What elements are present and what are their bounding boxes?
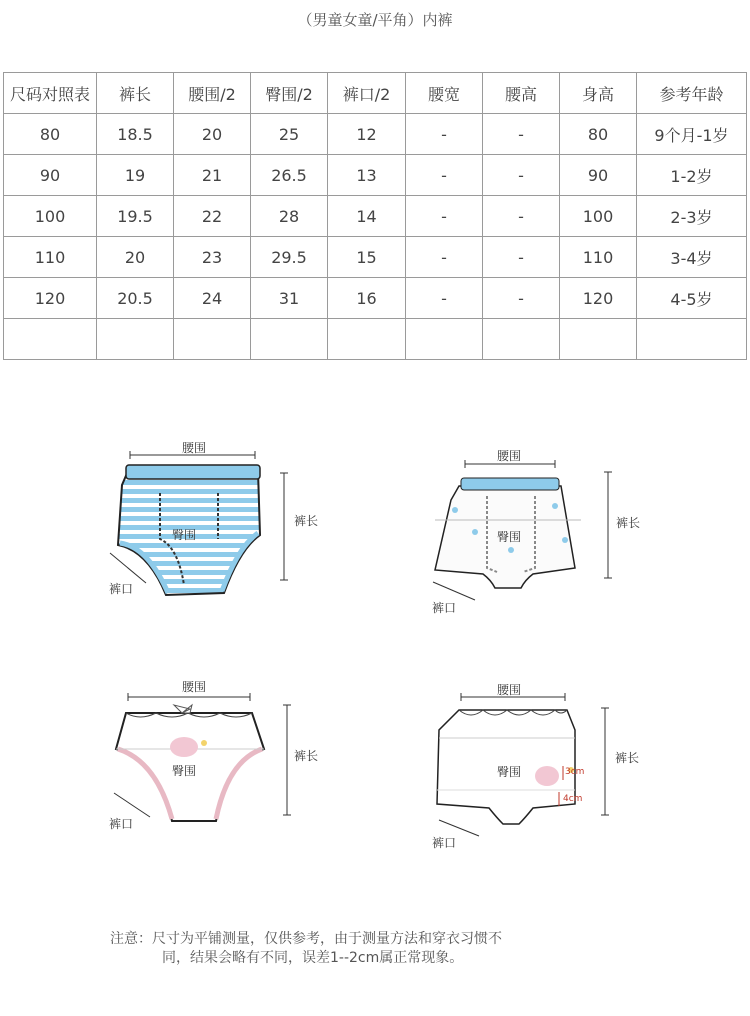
table-cell: - bbox=[406, 237, 483, 278]
table-cell: 15 bbox=[328, 237, 406, 278]
diagram-boys-boxer bbox=[425, 440, 665, 620]
diagram-label-leg: 裤口 bbox=[432, 836, 457, 850]
table-header: 参考年龄 bbox=[637, 73, 747, 114]
table-cell: 26.5 bbox=[251, 155, 328, 196]
table-cell: 24 bbox=[174, 278, 251, 319]
diagram-label-waist: 腰围 bbox=[497, 449, 522, 463]
table-cell: 20 bbox=[174, 114, 251, 155]
diagram-girls-briefs bbox=[100, 675, 340, 845]
girls-boxer-drawing bbox=[425, 680, 665, 860]
table-cell: 22 bbox=[174, 196, 251, 237]
diagram-boys-briefs bbox=[100, 435, 340, 605]
table-cell: 21 bbox=[174, 155, 251, 196]
table-cell: - bbox=[483, 114, 560, 155]
table-cell: - bbox=[406, 114, 483, 155]
page-title: （男童女童/平角）内裤 bbox=[297, 11, 453, 29]
table-cell: 110 bbox=[4, 237, 97, 278]
dimension-label-4cm: 4cm bbox=[563, 794, 583, 804]
table-cell: 2-3岁 bbox=[637, 196, 747, 237]
table-cell: 120 bbox=[4, 278, 97, 319]
table-cell bbox=[97, 319, 174, 360]
table-cell: 19.5 bbox=[97, 196, 174, 237]
note-line-2: 同，结果会略有不同，误差1--2cm属正常现象。 bbox=[162, 950, 464, 966]
table-cell bbox=[406, 319, 483, 360]
table-cell bbox=[637, 319, 747, 360]
table-cell: 25 bbox=[251, 114, 328, 155]
diagram-label-length: 裤长 bbox=[615, 751, 640, 765]
note-line-1: 注意：尺寸为平铺测量，仅供参考，由于测量方法和穿衣习惯不 bbox=[110, 931, 502, 947]
dimension-label-3cm: 3cm bbox=[565, 767, 585, 777]
table-cell: 100 bbox=[4, 196, 97, 237]
table-cell: - bbox=[406, 278, 483, 319]
diagram-label-waist: 腰围 bbox=[182, 680, 207, 694]
table-cell: - bbox=[406, 196, 483, 237]
table-cell: - bbox=[483, 155, 560, 196]
table-header: 腰宽 bbox=[406, 73, 483, 114]
table-cell bbox=[483, 319, 560, 360]
table-header: 裤长 bbox=[97, 73, 174, 114]
table-cell bbox=[328, 319, 406, 360]
table-cell bbox=[251, 319, 328, 360]
table-header: 腰围/2 bbox=[174, 73, 251, 114]
diagram-label-leg: 裤口 bbox=[109, 582, 134, 596]
table-header: 臀围/2 bbox=[251, 73, 328, 114]
table-cell bbox=[560, 319, 637, 360]
table-cell: 29.5 bbox=[251, 237, 328, 278]
table-cell: 23 bbox=[174, 237, 251, 278]
table-cell: 9个月-1岁 bbox=[637, 114, 747, 155]
table-header: 尺码对照表 bbox=[4, 73, 97, 114]
table-cell: - bbox=[483, 196, 560, 237]
table-cell bbox=[174, 319, 251, 360]
table-cell: 3-4岁 bbox=[637, 237, 747, 278]
diagram-label-hip: 臀围 bbox=[172, 764, 197, 778]
size-chart-table bbox=[3, 72, 747, 360]
measurement-note bbox=[110, 930, 630, 968]
table-cell: 20.5 bbox=[97, 278, 174, 319]
table-cell: 16 bbox=[328, 278, 406, 319]
table-header: 腰高 bbox=[483, 73, 560, 114]
table-cell: 12 bbox=[328, 114, 406, 155]
diagram-label-waist: 腰围 bbox=[497, 683, 522, 697]
table-cell: 120 bbox=[560, 278, 637, 319]
table-row bbox=[4, 278, 747, 319]
table-row bbox=[4, 196, 747, 237]
table-row bbox=[4, 155, 747, 196]
table-header-row bbox=[4, 73, 747, 114]
diagram-label-leg: 裤口 bbox=[432, 601, 457, 615]
table-cell: 100 bbox=[560, 196, 637, 237]
table-row bbox=[4, 114, 747, 155]
table-cell: 80 bbox=[4, 114, 97, 155]
table-cell: - bbox=[406, 155, 483, 196]
diagram-girls-boxer bbox=[425, 680, 665, 860]
table-cell: - bbox=[483, 237, 560, 278]
table-cell: 90 bbox=[4, 155, 97, 196]
diagram-label-hip: 臀围 bbox=[497, 530, 522, 544]
table-cell: 13 bbox=[328, 155, 406, 196]
diagram-label-waist: 腰围 bbox=[182, 441, 207, 455]
table-cell: 14 bbox=[328, 196, 406, 237]
table-cell: 19 bbox=[97, 155, 174, 196]
table-cell bbox=[4, 319, 97, 360]
table-cell: 110 bbox=[560, 237, 637, 278]
table-cell: - bbox=[483, 278, 560, 319]
diagram-label-length: 裤长 bbox=[294, 514, 319, 528]
table-cell: 18.5 bbox=[97, 114, 174, 155]
table-cell: 28 bbox=[251, 196, 328, 237]
table-cell: 1-2岁 bbox=[637, 155, 747, 196]
table-header: 裤口/2 bbox=[328, 73, 406, 114]
diagram-label-length: 裤长 bbox=[616, 516, 641, 530]
table-cell: 80 bbox=[560, 114, 637, 155]
diagram-label-length: 裤长 bbox=[294, 749, 319, 763]
table-cell: 4-5岁 bbox=[637, 278, 747, 319]
table-cell: 31 bbox=[251, 278, 328, 319]
diagram-label-hip: 臀围 bbox=[497, 765, 522, 779]
table-row bbox=[4, 319, 747, 360]
diagram-label-leg: 裤口 bbox=[109, 817, 134, 831]
table-cell: 20 bbox=[97, 237, 174, 278]
table-header: 身高 bbox=[560, 73, 637, 114]
table-cell: 90 bbox=[560, 155, 637, 196]
diagram-label-hip: 臀围 bbox=[172, 528, 197, 542]
table-row bbox=[4, 237, 747, 278]
